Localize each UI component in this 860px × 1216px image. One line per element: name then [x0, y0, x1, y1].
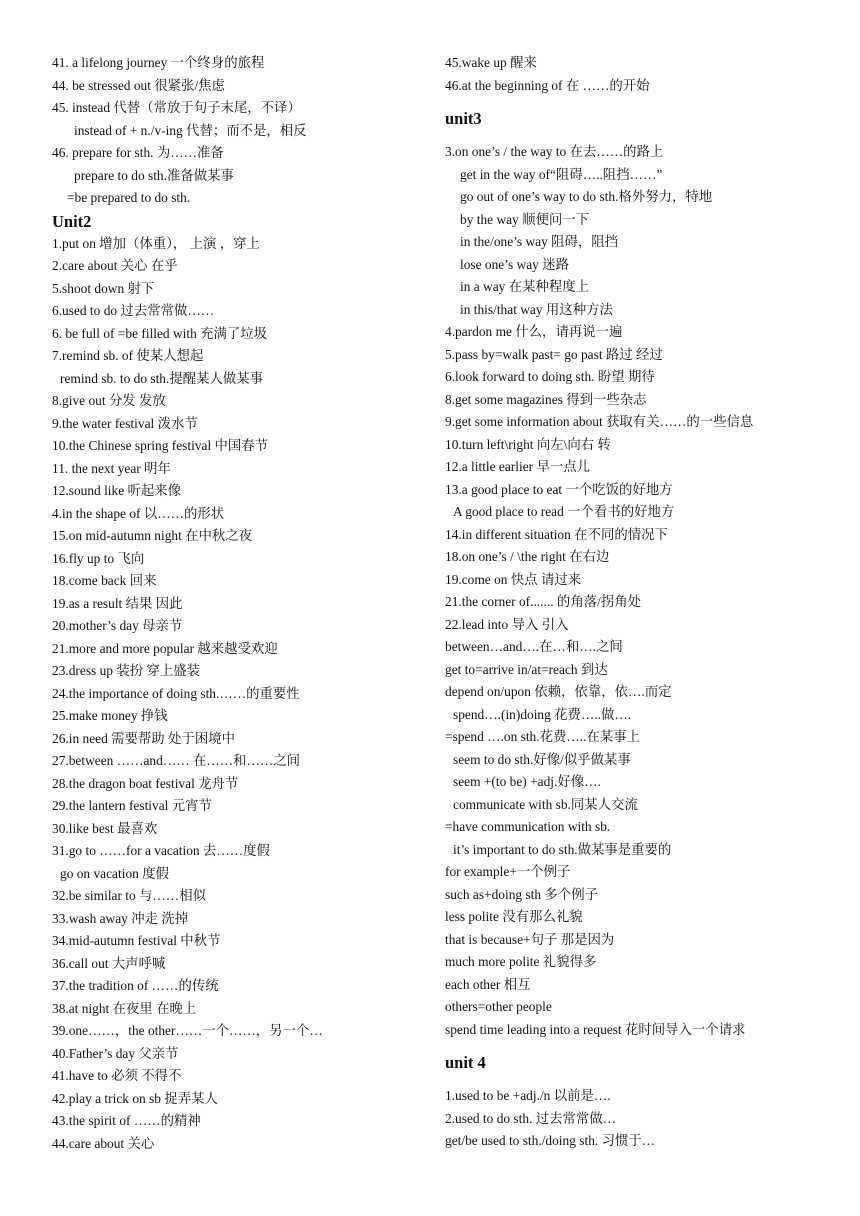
vocab-entry: A good place to read 一个看书的好地方: [453, 504, 675, 519]
vocab-entry: 10.the Chinese spring festival 中国春节: [52, 438, 269, 453]
vocab-entry: in the/one’s way 阻碍，阻挡: [460, 234, 619, 249]
vocab-entry: 2.used to do sth. 过去常常做…: [445, 1110, 617, 1126]
vocab-entry: 6.used to do 过去常常做……: [52, 303, 215, 318]
vocab-entry: get to=arrive in/at=reach 到达: [445, 661, 608, 677]
vocab-entry: that is because+句子 那是因为: [445, 931, 615, 947]
vocab-entry: go on vacation 度假: [60, 865, 169, 881]
vocab-entry: get in the way of“阻碍…..阻挡……”: [460, 166, 663, 182]
vocab-entry: get/be used to sth./doing sth. 习惯于…: [445, 1133, 656, 1148]
vocab-entry: =be prepared to do sth.: [67, 190, 191, 205]
vocab-entry: 21.more and more popular 越来越受欢迎: [52, 640, 278, 656]
vocab-entry: 42.play a trick on sb 捉弄某人: [52, 1090, 218, 1106]
vocab-entry: 28.the dragon boat festival 龙舟节: [52, 775, 239, 791]
vocab-entry: 32.be similar to 与……相似: [52, 888, 206, 903]
vocab-entry: prepare to do sth.准备做某事: [74, 167, 234, 183]
vocab-entry: each other 相互: [445, 976, 531, 992]
vocab-entry: 29.the lantern festival 元宵节: [52, 798, 212, 813]
vocab-entry: for example+一个例子: [445, 864, 571, 879]
vocab-entry: depend on/upon 依赖，依靠，依….而定: [445, 684, 672, 699]
vocab-entry: 31.go to ……for a vacation 去……度假: [52, 843, 270, 858]
vocab-entry: 4.pardon me 什么，请再说一遍: [445, 324, 623, 339]
vocab-entry: others=other people: [445, 999, 552, 1014]
vocab-entry: spend….(in)doing 花费…..做….: [453, 706, 632, 722]
vocab-entry: such as+doing sth 多个例子: [445, 886, 598, 902]
vocab-entry: much more polite 礼貌得多: [445, 954, 597, 969]
vocab-entry: 16.fly up to 飞向: [52, 550, 145, 566]
vocab-entry: 30.like best 最喜欢: [52, 820, 158, 836]
vocab-entry: =spend ….on sth.花费…..在某事上: [445, 729, 641, 744]
vocab-entry: 23.dress up 装扮 穿上盛装: [52, 663, 201, 678]
vocab-entry: 15.on mid-autumn night 在中秋之夜: [52, 528, 253, 543]
vocab-entry: 41.have to 必须 不得不: [52, 1068, 182, 1083]
vocab-entry: 34.mid-autumn festival 中秋节: [52, 933, 221, 948]
vocab-entry: 8.get some magazines 得到一些杂志: [445, 391, 647, 407]
vocab-entry: 19.come on 快点 请过来: [445, 571, 582, 587]
vocab-entry: seem to do sth.好像/似乎做某事: [453, 751, 631, 767]
vocab-entry: 13.a good place to eat 一个吃饭的好地方: [445, 481, 673, 497]
vocab-entry: 26.in need 需要帮助 处于困境中: [52, 730, 235, 746]
vocab-entry: 5.pass by=walk past= go past 路过 经过: [445, 346, 663, 362]
vocab-entry: 43.the spirit of ……的精神: [52, 1113, 201, 1128]
unit-heading: unit3: [445, 109, 482, 128]
vocab-entry: 33.wash away 冲走 洗掉: [52, 910, 189, 926]
vocab-entry: 12.sound like 听起来像: [52, 483, 182, 498]
vocab-entry: 37.the tradition of ……的传统: [52, 978, 219, 993]
vocab-entry: 38.at night 在夜里 在晚上: [52, 1000, 197, 1016]
vocab-entry: 14.in different situation 在不同的情况下: [445, 526, 668, 542]
vocab-entry: 27.between ……and…… 在……和……之间: [52, 753, 301, 768]
vocab-entry: 39.one……，the other……一个……，另一个…: [52, 1023, 323, 1038]
vocab-entry: 45. instead 代替（常放于句子末尾，不译）: [52, 100, 301, 115]
vocab-entry: 2.care about 关心 在乎: [52, 258, 178, 273]
vocab-entry: between…and….在…和….之间: [445, 639, 623, 654]
vocab-entry: 3.on one’s / the way to 在去……的路上: [445, 144, 664, 159]
vocab-entry: 45.wake up 醒来: [445, 55, 537, 70]
vocab-entry: 41. a lifelong journey 一个终身的旅程: [52, 55, 265, 70]
vocab-entry: 40.Father’s day 父亲节: [52, 1045, 179, 1061]
vocab-entry: 4.in the shape of 以……的形状: [52, 505, 225, 521]
vocab-entry: seem +(to be) +adj.好像….: [453, 774, 601, 789]
vocab-entry: 19.as a result 结果 因此: [52, 595, 183, 611]
vocab-entry: 36.call out 大声呼喊: [52, 955, 166, 971]
vocab-entry: in this/that way 用这种方法: [460, 301, 613, 317]
vocab-entry: 9.get some information about 获取有关……的一些信息: [445, 414, 754, 429]
vocab-entry: 20.mother’s day 母亲节: [52, 618, 183, 633]
vocab-entry: 46.at the beginning of 在 ……的开始: [445, 77, 650, 93]
vocab-entry: 9.the water festival 泼水节: [52, 415, 198, 431]
vocab-entry: by the way 顺便问一下: [460, 211, 590, 227]
vocab-entry: remind sb. to do sth.提醒某人做某事: [60, 370, 264, 386]
vocab-entry: 18.on one’s / \the right 在右边: [445, 549, 610, 564]
vocab-entry: 8.give out 分发 发放: [52, 393, 166, 408]
vocab-entry: 11. the next year 明年: [52, 460, 171, 476]
vocab-entry: 22.lead into 导入 引入: [445, 616, 569, 632]
vocab-entry: 10.turn left\right 向左\向右 转: [445, 436, 611, 452]
vocab-entry: 44. be stressed out 很紧张/焦虑: [52, 77, 225, 93]
unit-heading: unit 4: [445, 1053, 486, 1072]
vocab-entry: 1.put on 增加（体重）， 上演 ，穿上: [52, 235, 260, 251]
vocab-entry: lose one’s way 迷路: [460, 256, 569, 272]
vocab-entry: 7.remind sb. of 使某人想起: [52, 348, 204, 363]
vocab-entry: go out of one’s way to do sth.格外努力，特地: [460, 189, 713, 204]
vocab-entry: 24.the importance of doing sth.……的重要性: [52, 685, 300, 701]
vocab-entry: 44.care about 关心: [52, 1135, 155, 1151]
unit-heading: Unit2: [52, 211, 92, 231]
vocab-entry: 46. prepare for sth. 为……准备: [52, 145, 224, 160]
vocab-entry: 6. be full of =be filled with 充满了垃圾: [52, 325, 268, 341]
vocab-entry: communicate with sb.同某人交流: [453, 796, 638, 812]
vocab-entry: 25.make money 挣钱: [52, 708, 168, 723]
vocab-entry: spend time leading into a request 花时间导入一个请求: [445, 1021, 746, 1037]
vocab-entry: in a way 在某种程度上: [460, 279, 590, 294]
vocab-entry: 5.shoot down 射下: [52, 280, 155, 296]
vocab-entry: 12.a little earlier 早一点儿: [445, 459, 591, 474]
vocab-entry: 1.used to be +adj./n 以前是….: [445, 1088, 611, 1103]
vocab-entry: instead of + n./v-ing 代替；而不是，相反: [74, 122, 307, 138]
right-column: [445, 52, 835, 1153]
vocab-entry: less polite 没有那么礼貌: [445, 909, 583, 924]
left-column: [52, 52, 422, 1155]
vocab-entry: it’s important to do sth.做某事是重要的: [453, 841, 672, 857]
vocab-entry: 6.look forward to doing sth. 盼望 期待: [445, 369, 655, 384]
vocab-entry: =have communication with sb.: [445, 819, 611, 834]
vocab-entry: 21.the corner of....... 的角落/拐角处: [445, 594, 641, 609]
vocab-entry: 18.come back 回来: [52, 573, 157, 588]
